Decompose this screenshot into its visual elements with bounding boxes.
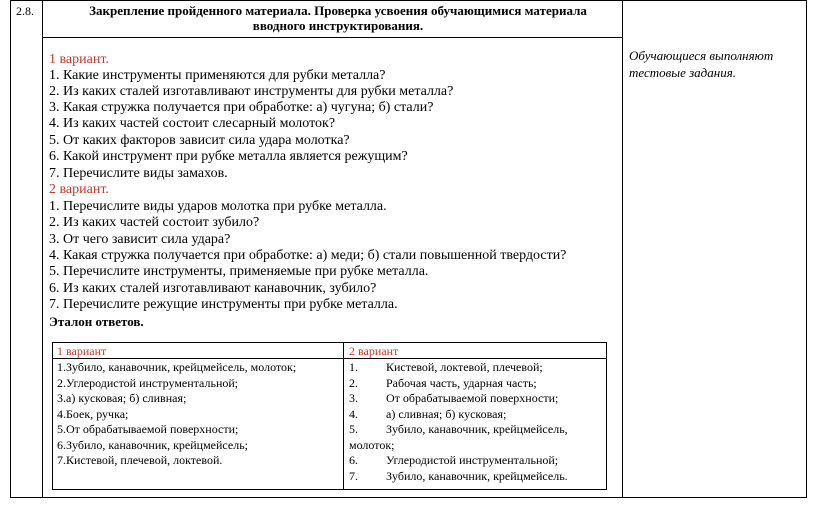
answers-table-header-sep (52, 358, 607, 359)
answers-table-mid (343, 342, 344, 490)
outer-border-right (806, 0, 807, 498)
answer-row: 7.Кистевой, плечевой, локтевой. (57, 453, 223, 467)
answer-row (349, 376, 568, 392)
col-divider-1 (42, 0, 43, 498)
answer-row (349, 422, 568, 438)
col-divider-2 (622, 0, 623, 498)
section-header-line1: Закрепление пройденного материала. Проверка усвоения обучающимися материала (89, 3, 587, 18)
side-note-line2: тестовые задания. (629, 65, 737, 80)
variant1-question: 5. От каких факторов зависит сила удара молотка? (49, 133, 350, 148)
answer-text: Зубило, канавочник, крейцмейсель. (386, 468, 568, 483)
variant1-question: 2. Из каких сталей изготавливают инструменты для рубки металла? (49, 84, 454, 99)
variant1-question: 4. Из каких частей состоит слесарный молоток? (49, 116, 336, 131)
answers-title: Эталон ответов. (49, 314, 144, 329)
answer-row: 6.Зубило, канавочник, крейцмейсель; (57, 437, 249, 452)
outer-border-left (10, 0, 11, 498)
answer-text: Зубило, канавочник, крейцмейсель, (386, 422, 568, 436)
answer-index: 3. (349, 391, 358, 405)
variant1-question: 3. Какая стружка получается при обработке: а) чугуна; б) стали? (49, 100, 434, 115)
answer-row (349, 360, 568, 376)
answer-index: 4. (349, 406, 358, 421)
answers-table-top (52, 342, 607, 343)
answer-index: 6. (349, 453, 358, 467)
answers-col1-header: 1 вариант (57, 344, 107, 358)
variant1-question: 1. Какие инструменты применяются для рубки металла? (49, 68, 386, 83)
answer-row (349, 469, 568, 485)
outer-border-bottom (10, 497, 807, 498)
answers-table-bottom (52, 489, 607, 490)
side-note (629, 47, 773, 81)
variant2-title: 2 вариант. (49, 182, 109, 197)
answers-table-right (606, 342, 607, 490)
answer-index: 7. (349, 468, 358, 483)
answers-col2-header: 2 вариант (349, 344, 399, 358)
variant1-title: 1 вариант. (49, 52, 109, 67)
answer-row: 3.а) кусковая; б) сливная; (57, 391, 187, 405)
variant2-question: 7. Перечислите режущие инструменты при рубке металла. (49, 297, 398, 312)
answer-row: 5.От обрабатываемой поверхности; (57, 422, 239, 436)
answers-col1 (57, 360, 296, 469)
answer-text: Рабочая часть, ударная часть; (386, 375, 537, 390)
answer-row: 4.Боек, ручка; (57, 406, 129, 421)
answer-text: От обрабатываемой поверхности; (386, 391, 559, 405)
answer-text: молоток; (349, 437, 395, 452)
answer-index: 2. (349, 375, 358, 390)
variant1-question: 6. Какой инструмент при рубке металла является режущим? (49, 149, 408, 164)
section-header-line2: вводного инструктирования. (252, 18, 424, 33)
answer-row (349, 391, 568, 407)
header-divider (42, 37, 623, 38)
variant2-question: 6. Из каких сталей изготавливают канавочник, зубило? (49, 281, 377, 296)
answer-row: 2.Углеродистой инструментальной; (57, 375, 239, 390)
variant1-question: 7. Перечислите виды замахов. (49, 166, 228, 181)
variant2-question: 1. Перечислите виды ударов молотка при рубке металла. (49, 199, 387, 214)
side-note-line1: Обучающиеся выполняют (629, 48, 774, 63)
answers-col2 (349, 360, 568, 484)
answer-text: Углеродистой инструментальной; (386, 453, 559, 467)
row-number: 2.8. (16, 4, 34, 18)
variant2-question: 4. Какая стружка получается при обработке: а) меди; б) стали повышенной твердости? (49, 248, 567, 263)
answer-index: 1. (349, 360, 358, 374)
answer-text: а) сливная; б) кусковая; (386, 406, 507, 421)
answer-index: 5. (349, 422, 358, 436)
answer-row (349, 453, 568, 469)
variant2-question: 3. От чего зависит сила удара? (49, 232, 231, 247)
outer-border-top (10, 0, 807, 1)
answers-table-left (52, 342, 53, 490)
answer-row: 1.Зубило, канавочник, крейцмейсель, молоток; (57, 360, 297, 374)
variant2-question: 5. Перечислите инструменты, применяемые при рубке металла. (49, 264, 429, 279)
answer-row (349, 438, 568, 454)
answer-row (349, 407, 568, 423)
variant2-question: 2. Из каких частей состоит зубило? (49, 215, 260, 230)
answer-text: Кистевой, локтевой, плечевой; (386, 360, 543, 374)
